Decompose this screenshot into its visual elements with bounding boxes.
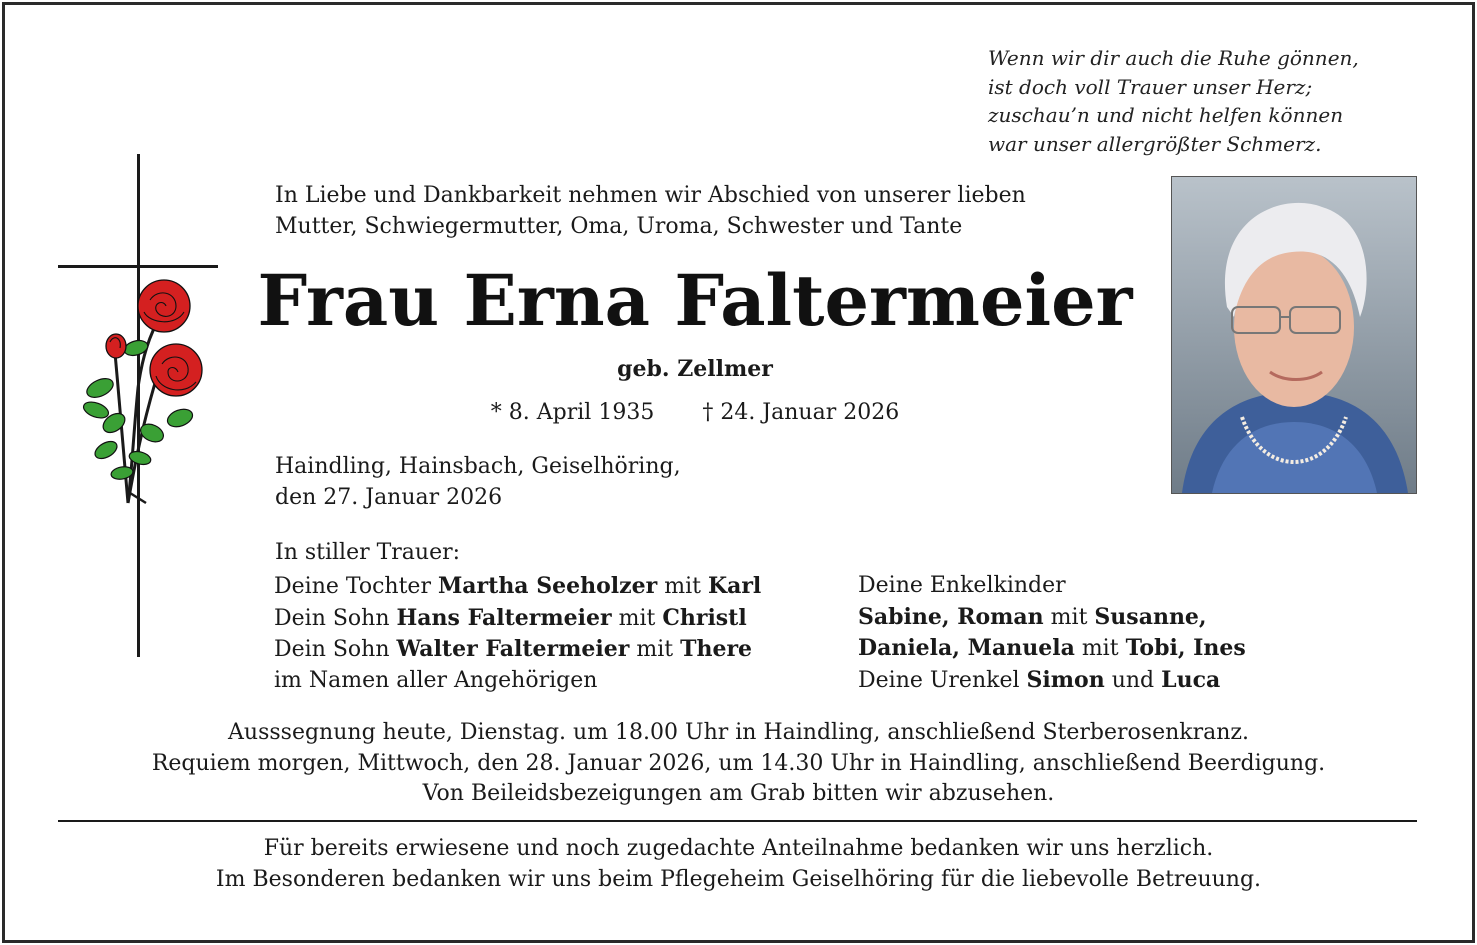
death-date: † 24. Januar 2026 — [702, 400, 900, 425]
mourner-relation: Dein Sohn — [274, 637, 397, 662]
place-date — [275, 452, 681, 513]
mourner-name: Hans Faltermeier — [396, 604, 612, 631]
intro-line: In Liebe und Dankbarkeit nehmen wir Abschied von unserer lieben — [275, 183, 1026, 208]
poem-line: war unser allergrößter Schmerz. — [988, 131, 1322, 156]
birth-date: * 8. April 1935 — [490, 400, 655, 425]
mourner-line — [274, 571, 761, 603]
mourner-relation: Dein Sohn — [274, 605, 397, 631]
mourner-line — [858, 665, 1246, 697]
mourner-partner: Tobi, Ines — [1125, 635, 1246, 661]
mourner-name: Luca — [1161, 666, 1221, 693]
poem-line: zuschau’n und nicht helfen können — [988, 103, 1344, 127]
mourner-line: im Namen aller Angehörigen — [274, 667, 598, 693]
grandchildren-heading: Deine Enkelkinder — [858, 573, 1066, 598]
mourner-name: Martha Seeholzer — [437, 573, 658, 599]
mourner-connector: mit — [1074, 636, 1126, 661]
place-line: Haindling, Hainsbach, Geiselhöring, — [275, 454, 681, 479]
mourner-partner: Susanne, — [1094, 603, 1207, 630]
born-name: geb. Zellmer — [617, 356, 773, 382]
mourner-relation: Deine Urenkel — [858, 667, 1027, 693]
mourner-connector: und — [1104, 667, 1162, 693]
thanks-line: Im Besonderen bedanken wir uns beim Pflegeheim Geiselhöring für die liebevolle Betreuung. — [215, 866, 1262, 892]
date-line: den 27. Januar 2026 — [275, 484, 503, 510]
mourner-line — [858, 602, 1246, 634]
mourner-connector: mit — [1043, 604, 1095, 630]
mourner-name: Simon — [1026, 666, 1105, 693]
portrait-photo — [1171, 176, 1417, 494]
mourner-line — [858, 633, 1246, 665]
mourner-line — [274, 634, 761, 666]
mourner-name: Sabine, Roman — [858, 603, 1044, 630]
service-line: Requiem morgen, Mittwoch, den 28. Januar 2026, um 14.30 Uhr in Haindling, anschließend Beerdigung. — [151, 750, 1326, 776]
mourner-relation: Deine Tochter — [274, 574, 438, 599]
mourners-left — [274, 571, 761, 696]
mourner-connector: mit — [629, 637, 681, 662]
poem-line: ist doch voll Trauer unser Herz; — [988, 74, 1313, 99]
intro-line: Mutter, Schwiegermutter, Oma, Uroma, Schwester und Tante — [275, 213, 963, 239]
poem — [988, 44, 1359, 158]
mourner-partner: Karl — [707, 573, 762, 599]
divider — [58, 820, 1417, 822]
mourner-connector: mit — [657, 574, 708, 599]
thanks-line: Für bereits erwiesene und noch zugedachte Anteilnahme bedanken wir uns herzlich. — [263, 836, 1214, 861]
mourner-partner: There — [680, 636, 753, 662]
mourner-name: Daniela, Manuela — [858, 635, 1075, 661]
service-line: Ausssegnung heute, Dienstag. um 18.00 Uhr in Haindling, anschließend Sterberosenkranz. — [228, 720, 1249, 745]
intro-text — [275, 181, 1026, 242]
mourners-right — [858, 571, 1246, 696]
thanks-text — [0, 834, 1477, 895]
mourner-partner: Christl — [662, 604, 747, 631]
mourner-line — [274, 603, 761, 635]
service-line: Von Beileidsbezeigungen am Grab bitten wir abzusehen. — [422, 781, 1055, 806]
poem-line: Wenn wir dir auch die Ruhe gönnen, — [988, 46, 1359, 70]
service-info — [0, 718, 1477, 810]
mourners-heading: In stiller Trauer: — [275, 540, 461, 565]
deceased-name: Frau Erna Faltermeier — [257, 259, 1133, 342]
mourner-name: Walter Faltermeier — [396, 636, 630, 662]
mourner-connector: mit — [611, 605, 663, 631]
